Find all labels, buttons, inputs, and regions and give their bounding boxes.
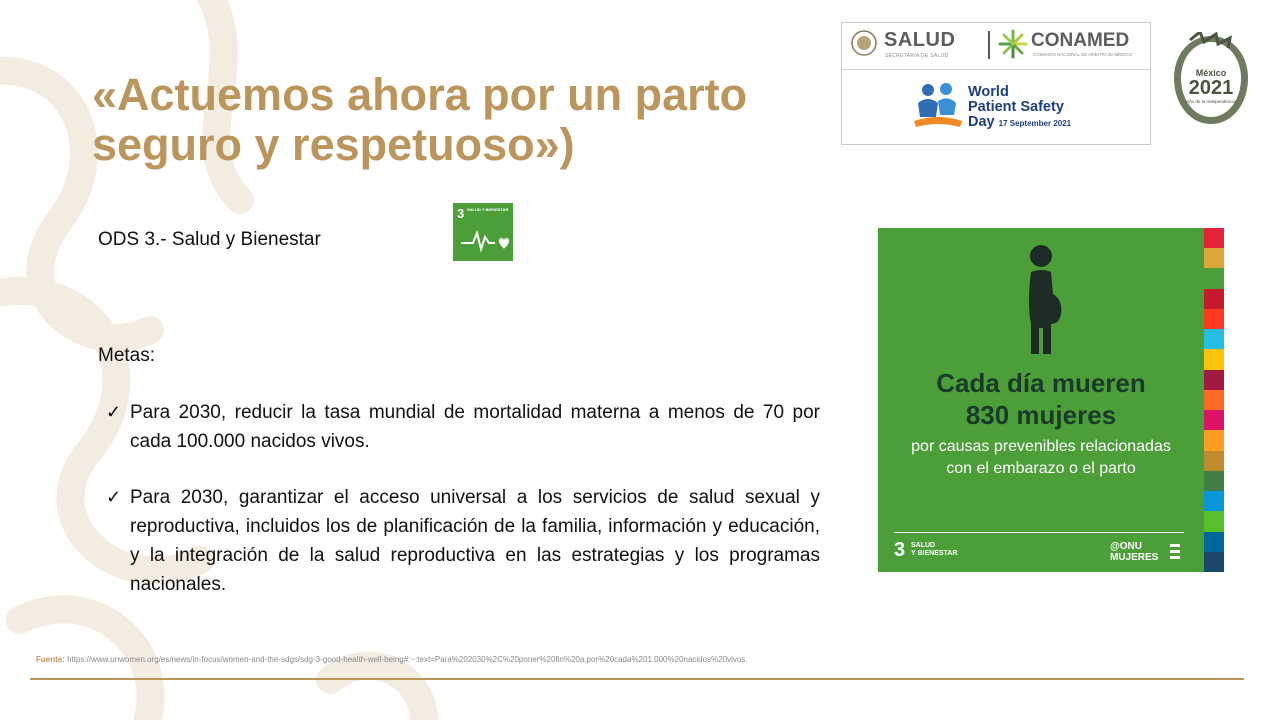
- infographic-subtext: [878, 436, 1204, 480]
- logo-row-salud-conamed: [842, 23, 1150, 70]
- sdg-color-stripe: [1204, 268, 1224, 289]
- pregnant-woman-icon: [1021, 244, 1065, 356]
- infographic-goal-label-2: Y BIENESTAR: [911, 550, 958, 557]
- maternal-mortality-infographic: [878, 228, 1224, 572]
- checkmark-icon: ✓: [106, 487, 122, 507]
- sdg-color-stripe: [1204, 410, 1224, 431]
- sdg-color-stripe: [1204, 451, 1224, 472]
- infographic-content: [878, 228, 1204, 572]
- infographic-goal-label: [911, 542, 957, 558]
- sdg-color-stripe: [1204, 309, 1224, 330]
- salud-logo-text: SALUD: [884, 29, 956, 51]
- sdg-color-stripe: [1204, 552, 1224, 572]
- logo-divider: [988, 31, 990, 59]
- conamed-logo-icon: [997, 28, 1029, 60]
- ods-label: ODS 3.- Salud y Bienestar: [98, 229, 321, 250]
- source-citation: [36, 655, 748, 664]
- source-label: Fuente:: [36, 655, 65, 664]
- sdg3-icon-number: 3: [457, 206, 465, 221]
- salud-logo-subtitle: SECRETARÍA DE SALUD: [885, 53, 949, 59]
- infographic-goal-number: 3: [894, 539, 906, 561]
- conamed-logo-text: CONAMED: [1031, 30, 1130, 51]
- sdg-color-stripe: [1204, 349, 1224, 370]
- sdg-color-stripe: [1204, 289, 1224, 310]
- sdg-color-stripe: [1204, 511, 1224, 532]
- patient-safety-day-icon: [910, 81, 966, 131]
- footer-divider: [30, 678, 1244, 680]
- infographic-headline-2: 830 mujeres: [965, 400, 1117, 430]
- sdg-color-stripe: [1204, 532, 1224, 553]
- wpsd-day: Day: [968, 114, 995, 130]
- sdg-color-stripe: [1204, 329, 1224, 350]
- sdg-color-stripe: [1204, 430, 1224, 451]
- partner-logos: [841, 22, 1151, 145]
- emblem-year-text: 2021: [1188, 77, 1234, 99]
- sdg-color-stripe: [1204, 228, 1224, 249]
- infographic-subtext-2: con el embarazo o el parto: [946, 460, 1136, 477]
- wpsd-date: 17 September 2021: [998, 119, 1072, 128]
- sdg-color-stripe: [1204, 248, 1224, 269]
- mexico-2021-emblem-icon: [1170, 32, 1252, 128]
- onu-mujeres-symbol-icon: [1168, 542, 1182, 562]
- onu-mujeres-line-2: MUJERES: [1110, 552, 1159, 563]
- sdg3-icon: [453, 203, 513, 261]
- sdg-color-stripe: [1204, 370, 1224, 391]
- emblem-subtitle-text: Año de la Independencia: [1186, 99, 1236, 104]
- salud-seal-icon: [851, 30, 877, 56]
- slide-title: «Actuemos ahora por un parto seguro y respetuoso»): [92, 69, 748, 170]
- onu-mujeres-logo: [1110, 541, 1158, 563]
- sdg3-icon-text: SALUD Y BIENESTAR: [467, 207, 509, 212]
- sdg-color-stripe: [1204, 491, 1224, 512]
- emblem-mexico-text: México: [1195, 68, 1227, 78]
- checkmark-icon: ✓: [106, 402, 122, 422]
- sdg-color-stripe: [1204, 471, 1224, 492]
- metas-label: Metas:: [98, 345, 156, 366]
- meta-item-text: Para 2030, reducir la tasa mundial de mortalidad materna a menos de 70 por cada 100.000 nacidos vivos.: [130, 402, 820, 452]
- infographic-subtext-1: por causas prevenibles relacionadas: [911, 438, 1171, 455]
- patient-safety-day-text: [968, 85, 1071, 131]
- onu-mujeres-line-1: @ONU: [1110, 541, 1142, 552]
- sdg3-heartbeat-icon: [453, 203, 513, 261]
- conamed-logo-subtitle: COMISIÓN NACIONAL DE ARBITRAJE MÉDICO: [1033, 52, 1133, 57]
- wpsd-line-3: [968, 115, 1071, 131]
- meta-item-text: Para 2030, garantizar el acceso universal a los servicios de salud sexual y reproductiva, incluidos los de planificación de la familia, información y educación, y la integración de la salud reproductiva en las estrategias y los programas nacionales.: [130, 487, 820, 595]
- sdg-color-stripe: [1204, 390, 1224, 411]
- source-url[interactable]: https://www.unwomen.org/es/news/in-focus/women-and-the-sdgs/sdg-3-good-health-well-being#:~:text=Para%202030%2C%20poner%20fin%20a,por%20cada%201.000%20nacidos%20vivos.: [64, 655, 748, 664]
- infographic-headline-1: Cada día mueren: [936, 368, 1146, 398]
- infographic-goal-label-1: SALUD: [911, 542, 936, 549]
- infographic-headline: [878, 367, 1204, 431]
- wpsd-line-1: World: [968, 84, 1009, 100]
- wpsd-line-2: Patient Safety: [968, 99, 1064, 115]
- infographic-divider: [894, 532, 1184, 533]
